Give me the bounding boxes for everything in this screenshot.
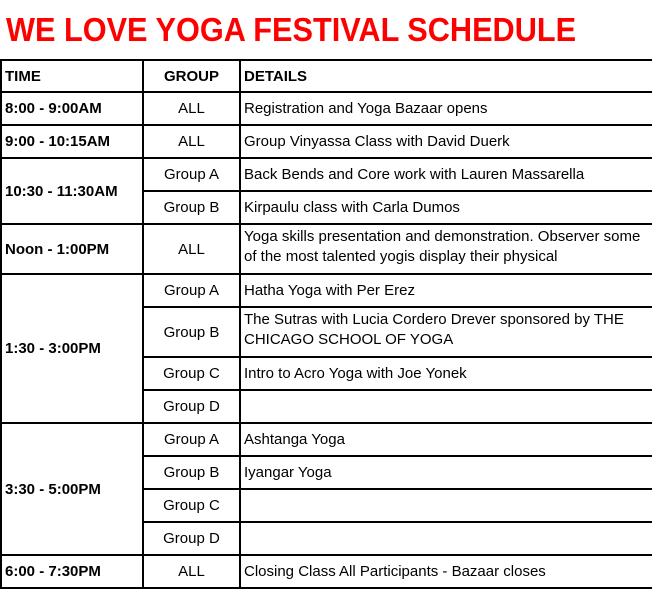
details-cell: Registration and Yoga Bazaar opens [240, 92, 652, 125]
schedule-table [0, 59, 652, 589]
details-cell [240, 522, 652, 555]
group-cell: Group C [143, 357, 240, 390]
group-cell: Group B [143, 307, 240, 357]
details-cell: Ashtanga Yoga [240, 423, 652, 456]
time-cell: Noon - 1:00PM [1, 224, 143, 274]
schedule-title: WE LOVE YOGA FESTIVAL SCHEDULE [6, 11, 577, 48]
group-cell: ALL [143, 125, 240, 158]
details-cell: Intro to Acro Yoga with Joe Yonek [240, 357, 652, 390]
table-row [1, 274, 652, 307]
time-cell: 9:00 - 10:15AM [1, 125, 143, 158]
time-cell: 8:00 - 9:00AM [1, 92, 143, 125]
time-cell: 6:00 - 7:30PM [1, 555, 143, 588]
group-cell: ALL [143, 224, 240, 274]
group-cell: Group D [143, 390, 240, 423]
details-text: The Sutras with Lucia Cordero Drever sponsored by THE CHICAGO SCHOOL OF YOGA [244, 311, 624, 348]
group-cell: Group B [143, 191, 240, 224]
details-cell: Back Bends and Core work with Lauren Massarella [240, 158, 652, 191]
group-cell: Group C [143, 489, 240, 522]
table-row [1, 224, 652, 274]
details-text: Yoga skills presentation and demonstration. Observer some of the most talented yogis display their physical [244, 228, 641, 265]
details-cell [240, 307, 652, 357]
details-cell [240, 489, 652, 522]
group-header: GROUP [143, 60, 240, 92]
details-cell [240, 390, 652, 423]
group-cell: Group A [143, 158, 240, 191]
table-row [1, 125, 652, 158]
group-cell: Group B [143, 456, 240, 489]
details-cell: Kirpaulu class with Carla Dumos [240, 191, 652, 224]
table-row [1, 158, 652, 191]
time-cell: 3:30 - 5:00PM [1, 423, 143, 555]
table-row [1, 92, 652, 125]
time-cell: 10:30 - 11:30AM [1, 158, 143, 224]
group-cell: ALL [143, 92, 240, 125]
header-row [1, 60, 652, 92]
table-row [1, 423, 652, 456]
time-header: TIME [1, 60, 143, 92]
details-cell: Hatha Yoga with Per Erez [240, 274, 652, 307]
group-cell: ALL [143, 555, 240, 588]
group-cell: Group A [143, 423, 240, 456]
details-header: DETAILS [240, 60, 652, 92]
details-cell: Closing Class All Participants - Bazaar closes [240, 555, 652, 588]
time-cell: 1:30 - 3:00PM [1, 274, 143, 423]
group-cell: Group D [143, 522, 240, 555]
group-cell: Group A [143, 274, 240, 307]
table-row [1, 555, 652, 588]
details-cell: Iyangar Yoga [240, 456, 652, 489]
details-cell: Group Vinyassa Class with David Duerk [240, 125, 652, 158]
details-cell [240, 224, 652, 274]
